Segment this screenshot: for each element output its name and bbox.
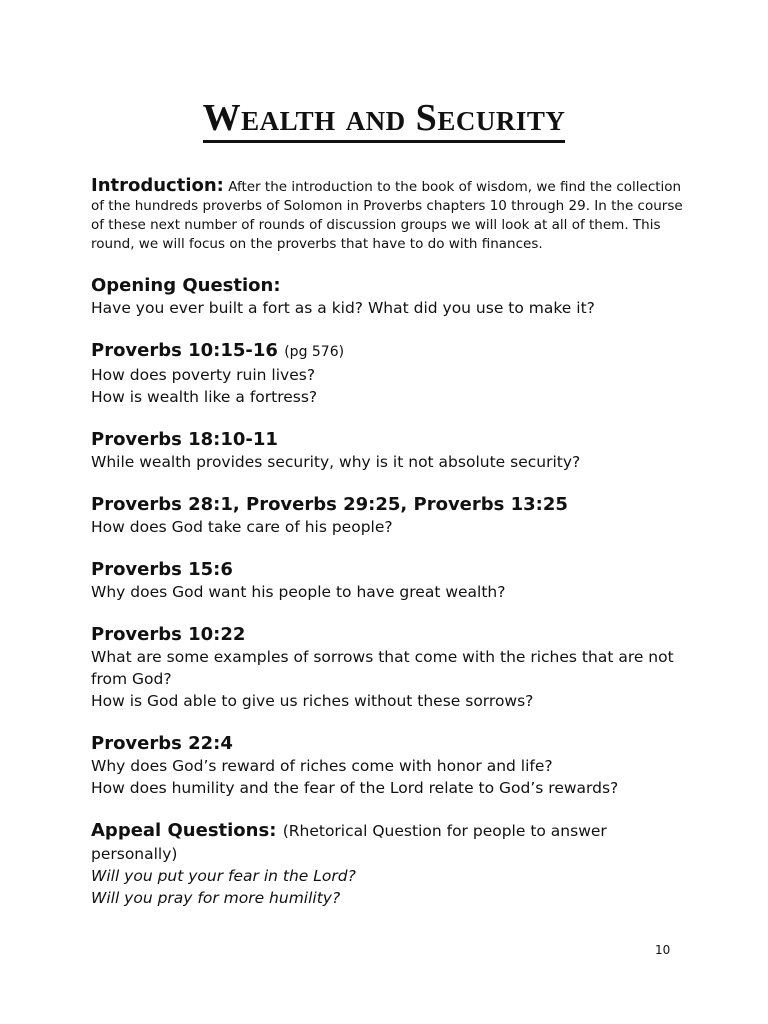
question-line: Why does God’s reward of riches come with honor and life? — [91, 757, 553, 775]
introduction-paragraph — [91, 176, 691, 254]
appeal-questions-label: Appeal Questions: — [91, 820, 277, 841]
appeal-questions-heading — [91, 819, 691, 865]
proverbs-heading: Proverbs 22:4 — [91, 733, 233, 754]
question-line: How does God take care of his people? — [91, 518, 393, 536]
proverbs-section-2 — [91, 428, 691, 473]
document-content — [91, 176, 691, 929]
opening-question-heading: Opening Question: — [91, 275, 281, 296]
page-title — [0, 94, 768, 142]
opening-question-section — [91, 274, 691, 319]
proverbs-heading — [91, 339, 691, 364]
proverbs-heading: Proverbs 10:22 — [91, 624, 246, 645]
proverbs-section-1 — [91, 339, 691, 408]
proverbs-section-3 — [91, 493, 691, 538]
question-line: What are some examples of sorrows that come with the riches that are not from God? — [91, 648, 674, 688]
proverbs-reference: Proverbs 10:15-16 — [91, 340, 278, 361]
proverbs-section-5 — [91, 623, 691, 712]
introduction-text: After the introduction to the book of wisdom, we find the collection of the hundreds proverbs of Solomon in Proverbs chapters 10 through 29. In the course of these next number of rounds of discussion groups we will look at all of them. This round, we will focus on the proverbs that have to do with finances. — [91, 179, 683, 252]
proverbs-heading: Proverbs 28:1, Proverbs 29:25, Proverbs 13:25 — [91, 494, 568, 515]
page-title-text: Wealth and Security — [203, 97, 566, 143]
page-number: 10 — [655, 943, 671, 957]
opening-question-line: Have you ever built a fort as a kid? What did you use to make it? — [91, 299, 595, 317]
appeal-questions-section — [91, 819, 691, 909]
page-reference-note: (pg 576) — [284, 344, 345, 360]
proverbs-section-4 — [91, 558, 691, 603]
appeal-question-line: Will you put your fear in the Lord? — [91, 867, 356, 885]
question-line: Why does God want his people to have great wealth? — [91, 583, 506, 601]
proverbs-heading: Proverbs 18:10-11 — [91, 429, 278, 450]
appeal-question-line: Will you pray for more humility? — [91, 889, 341, 907]
question-line: How does humility and the fear of the Lord relate to God’s rewards? — [91, 779, 619, 797]
proverbs-section-6 — [91, 732, 691, 799]
introduction-label: Introduction: — [91, 175, 224, 196]
proverbs-heading: Proverbs 15:6 — [91, 559, 233, 580]
question-line: How is God able to give us riches without these sorrows? — [91, 692, 534, 710]
question-line: How does poverty ruin lives? — [91, 366, 316, 384]
appeal-questions-note: (Rhetorical Question for people to answer personally) — [91, 822, 607, 863]
question-line: How is wealth like a fortress? — [91, 388, 318, 406]
question-line: While wealth provides security, why is it not absolute security? — [91, 453, 581, 471]
